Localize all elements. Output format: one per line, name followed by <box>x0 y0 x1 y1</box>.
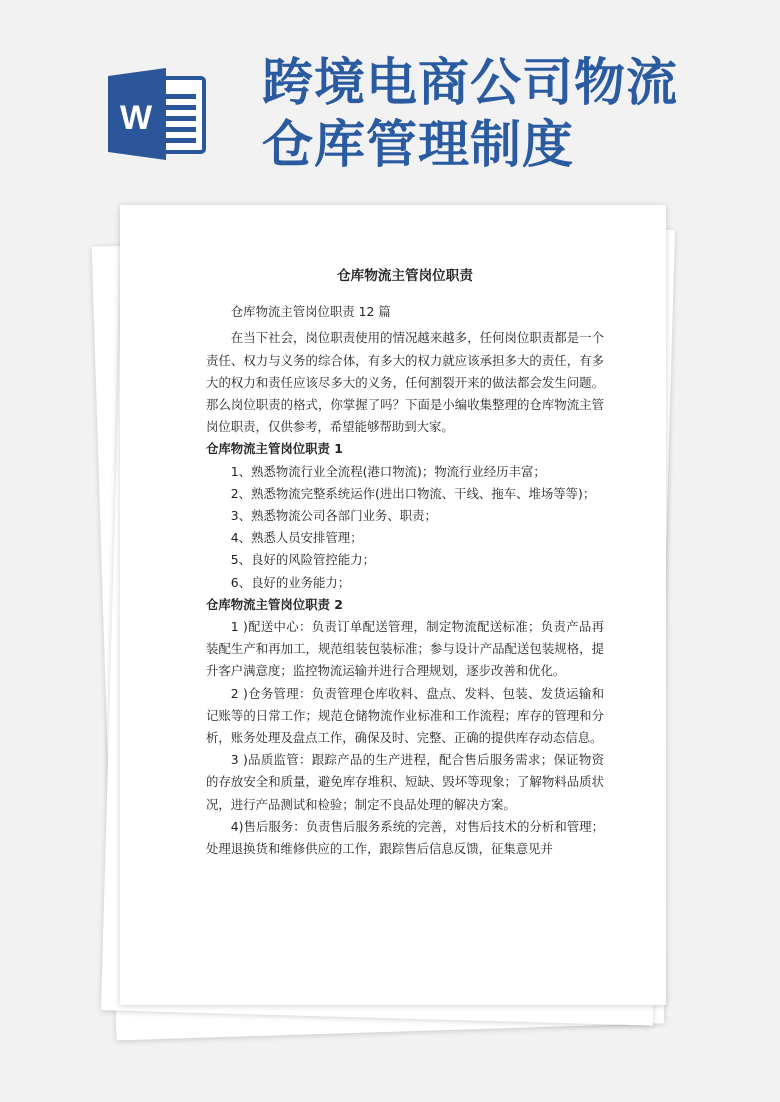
section-2-item: 2 )仓务管理：负责管理仓库收料、盘点、发料、包装、发货运输和记账等的日常工作；规范仓储物流作业标准和工作流程；库存的管理和分析，账务处理及盘点工作，确保及时、完整、正确的提供库存动态信息。 <box>206 685 604 746</box>
section-1-item: 1、熟悉物流行业全流程(港口物流)；物流行业经历丰富； <box>230 463 546 479</box>
section-1-item: 2、熟悉物流完整系统运作(进出口物流、干线、拖车、堆场等等)； <box>230 485 596 501</box>
section-1-item: 4、熟悉人员安排管理； <box>230 530 363 546</box>
document-body <box>206 265 604 860</box>
section-1-item: 6、良好的业务能力； <box>230 574 351 590</box>
banner-title <box>262 52 762 176</box>
intro-paragraph: 在当下社会，岗位职责使用的情况越来越多，任何岗位职责都是一个责任、权力与义务的综合体，有多大的权力就应该承担多大的责任，有多大的权力和责任应该尽多大的义务，任何割裂开来的做法都会发生问题。那么岗位职责的格式，你掌握了吗？下面是小编收集整理的仓库物流主管岗位职责，仅供参考，希望能够帮助到大家。 <box>206 330 604 435</box>
section-2-item: 4)售后服务：负责售后服务系统的完善，对售后技术的分析和管理；处理退换货和维修供应的工作，跟踪售后信息反馈，征集意见并 <box>206 818 604 857</box>
document-subtitle: 仓库物流主管岗位职责 12 篇 <box>230 304 391 320</box>
section-1-heading: 仓库物流主管岗位职责 1 <box>206 441 343 457</box>
word-logo-letter: W <box>119 99 153 137</box>
section-2-item: 3 )品质监管：跟踪产品的生产进程，配合售后服务需求；保证物资的存放安全和质量，避免库存堆积、短缺、毁坏等现象；了解物料品质状况，进行产品测试和检验；制定不良品处理的解决方案。 <box>206 752 604 812</box>
section-2-item: 1 )配送中心：负责订单配送管理，制定物流配送标准；负责产品再装配生产和再加工，规范组装包装标准；参与设计产品配送包装规格，提升客户满意度；监控物流运输并进行合理规划，逐步改善和优化。 <box>206 619 604 679</box>
banner-title-line-2: 仓库管理制度 <box>262 115 575 175</box>
word-document-icon <box>108 68 208 160</box>
banner-title-line-1: 跨境电商公司物流 <box>262 53 679 113</box>
section-1-item: 3、熟悉物流公司各部门业务、职责； <box>230 508 437 524</box>
document-page <box>120 205 666 1005</box>
section-1-item: 5、良好的风险管控能力； <box>230 552 375 568</box>
document-title: 仓库物流主管岗位职责 <box>337 268 473 284</box>
section-2-heading: 仓库物流主管岗位职责 2 <box>206 596 343 612</box>
